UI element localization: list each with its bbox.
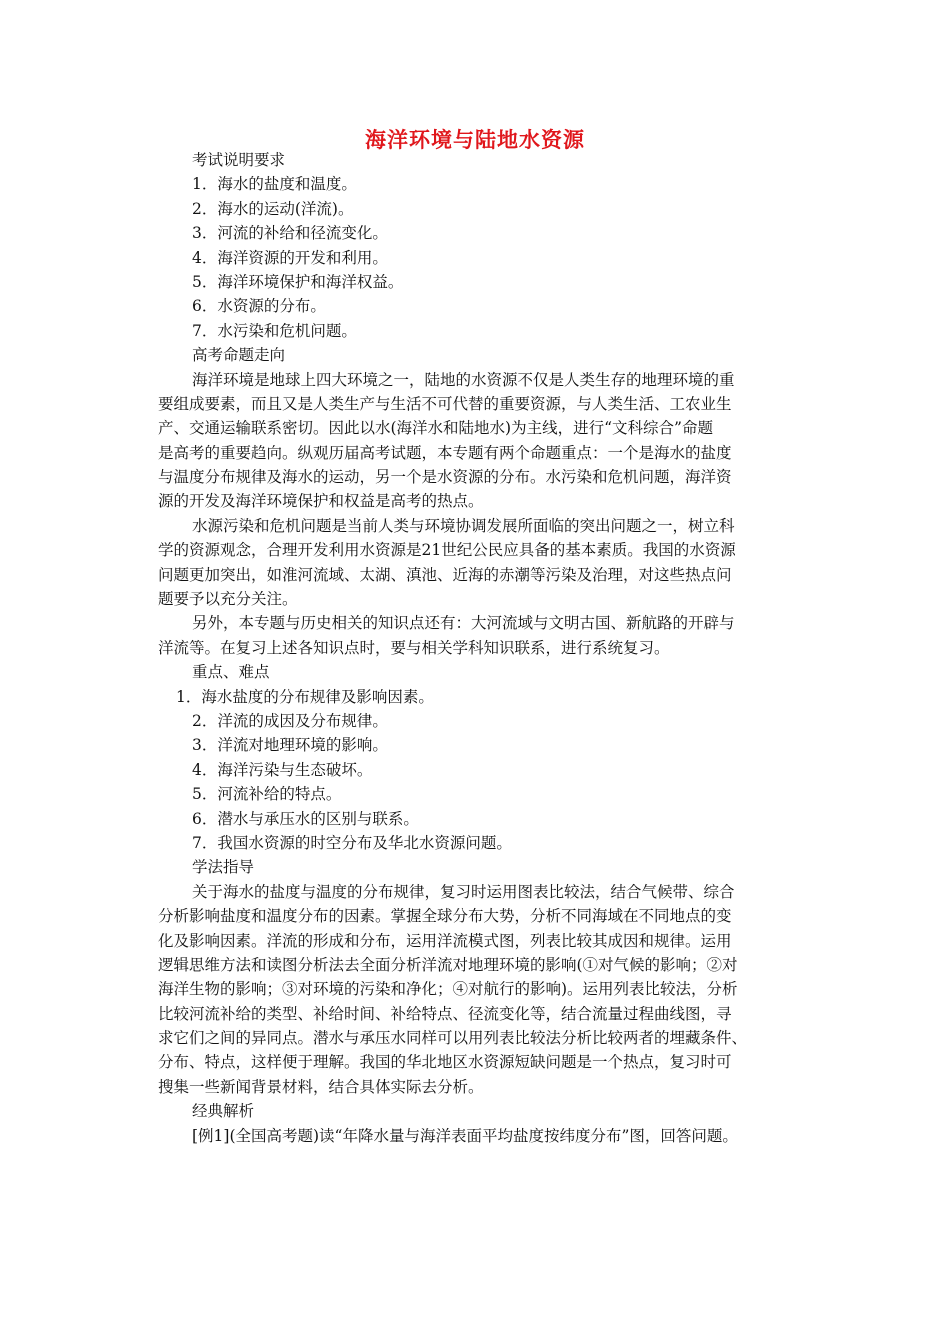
text-line: 3．洋流对地理环境的影响。 [192,736,388,755]
text-line: 2．洋流的成因及分布规律。 [192,711,388,730]
text-line: 另外，本专题与历史相关的知识点还有：大河流域与文明古国、新航路的开辟与 [192,614,735,633]
text-line: 7．水污染和危机问题。 [192,321,357,340]
text-line: 产、交通运输联系密切。因此以水(海洋水和陆地水)为主线，进行“文科综合”命题 [158,419,713,438]
text-line: 化及影响因素。洋流的形成和分布，运用洋流模式图，列表比较其成因和规律。运用 [158,931,732,950]
text-line: 2．海水的运动(洋流)。 [192,199,354,218]
text-line: 6．水资源的分布。 [192,297,326,316]
text-line: 是高考的重要趋向。纵观历届高考试题，本专题有两个命题重点：一个是海水的盐度 [158,443,732,462]
text-line: 6．潜水与承压水的区别与联系。 [192,809,419,828]
document-body [158,148,808,1148]
text-line: 问题更加突出，如淮河流域、太湖、滇池、近海的赤潮等污染及治理，对这些热点问 [158,565,732,584]
text-line: 海洋生物的影响；③对环境的污染和净化；④对航行的影响)。运用列表比较法，分析 [158,980,738,999]
text-line: 7．我国水资源的时空分布及华北水资源问题。 [192,833,512,852]
text-line: 关于海水的盐度与温度的分布规律，复习时运用图表比较法，结合气候带、综合 [192,882,735,901]
text-line: 4．海洋污染与生态破坏。 [192,760,373,779]
text-line: 海洋环境是地球上四大环境之一，陆地的水资源不仅是人类生存的地理环境的重 [192,370,735,389]
text-line: 5．河流补给的特点。 [192,785,342,804]
text-line: 考试说明要求 [192,151,286,169]
text-line: 分析影响盐度和温度分布的因素。掌握全球分布大势，分析不同海域在不同地点的变 [158,907,732,926]
text-line: 1．海水的盐度和温度。 [192,175,357,194]
text-line: 分布、特点，这样便于理解。我国的华北地区水资源短缺问题是一个热点，复习时可 [158,1053,732,1072]
text-line: 4．海洋资源的开发和利用。 [192,248,388,267]
text-line: 1．海水盐度的分布规律及影响因素。 [176,687,434,706]
text-line: 经典解析 [192,1102,255,1121]
text-line: 3．河流的补给和径流变化。 [192,224,388,243]
text-line: 洋流等。在复习上述各知识点时，要与相关学科知识联系，进行系统复习。 [158,638,670,657]
text-line: 水源污染和危机问题是当前人类与环境协调发展所面临的突出问题之一，树立科 [192,516,735,535]
text-line: [例1](全国高考题)读“年降水量与海洋表面平均盐度按纬度分布”图，回答问题。 [192,1126,738,1145]
text-line: 与温度分布规律及海水的运动，另一个是水资源的分布。水污染和危机问题，海洋资 [158,468,732,487]
text-line: 学法指导 [192,858,255,877]
text-line: 求它们之间的异同点。潜水与承压水同样可以用列表比较法分析比较两者的埋藏条件、 [158,1029,748,1048]
text-line: 要组成要素，而且又是人类生产与生活不可代替的重要资源，与人类生活、工农业生 [158,394,732,413]
document-title: 海洋环境与陆地水资源 [365,128,585,152]
text-line: 重点、难点 [192,663,270,682]
text-line: 学的资源观念，合理开发利用水资源是21世纪公民应具备的基本素质。我国的水资源 [158,541,736,560]
text-line: 高考命题走向 [192,346,286,365]
text-line: 源的开发及海洋环境保护和权益是高考的热点。 [158,492,484,511]
text-line: 题要予以充分关注。 [158,590,298,609]
text-line: 5．海洋环境保护和海洋权益。 [192,272,404,291]
text-line: 比较河流补给的类型、补给时间、补给特点、径流变化等，结合流量过程曲线图，寻 [158,1004,732,1023]
text-line: 逻辑思维方法和读图分析法去全面分析洋流对地理环境的影响(①对气候的影响；②对 [158,955,738,974]
text-line: 搜集一些新闻背景材料，结合具体实际去分析。 [158,1077,484,1096]
